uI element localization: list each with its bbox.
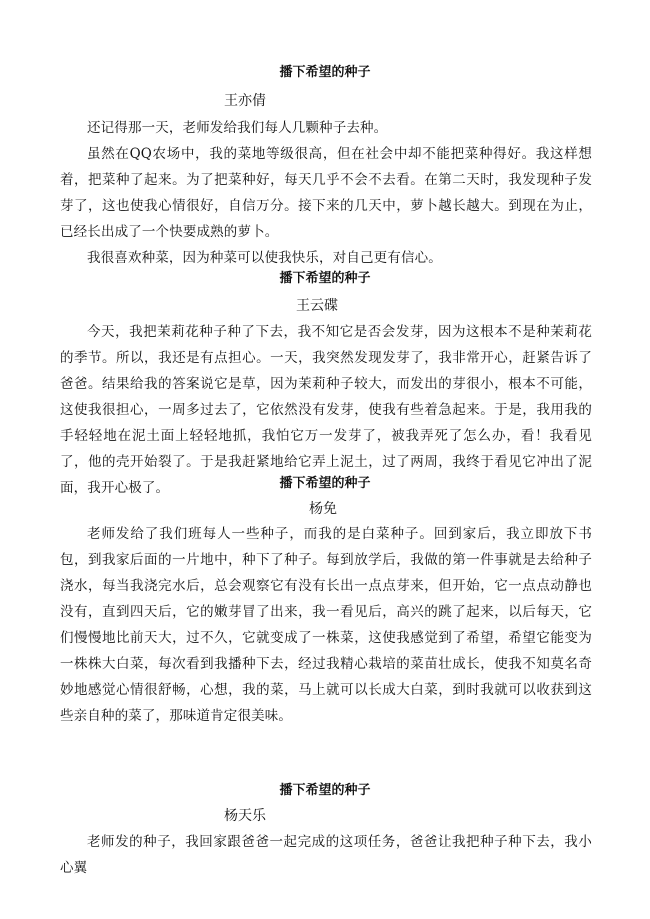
essay-author: 王云碟 (296, 298, 338, 314)
essay-paragraph: 虽然在QQ农场中，我的菜地等级很高，但在社会中却不能把菜种得好。我这样想着，把菜种了起来。为了把菜种好，每天几乎不会不去看。在第二天时，我发现种子发芽了，这也使我心情很好，自信万分。接下来的几天中，萝卜越长越大。到现在为止，已经长出成了一个快要成熟的萝卜。 (60, 146, 592, 240)
essay-paragraph: 还记得那一天，老师发给我们每人几颗种子去种。 (87, 120, 388, 136)
essay-paragraph: 我很喜欢种菜，因为种菜可以使我快乐，对自己更有信心。 (87, 250, 442, 266)
essay-title: 播下希望的种子 (279, 271, 371, 286)
essay-paragraph: 老师发给了我们班每人一些种子，而我的是白菜种子。回到家后，我立即放下书包，到我家后面的一片地中，种下了种子。每到放学后，我做的第一件事就是去给种子浇水，每当我浇完水后，总会观察它有没有长出一点点芽来，但开始，它一点点动静也没有，直到四天后，它的嫩芽冒了出来，我一看见后，高兴的跳了起来，以后每天，它们慢慢地比前天大，过不久，它就变成了一株菜，这使我感觉到了希望，希望它能变为一株株大白菜，每次看到我播种下去，经过我精心栽培的菜苗壮成长，使我不知莫名奇妙地感觉心情很舒畅，心想，我的菜，马上就可以长成大白菜，到时我就可以收获到这些亲自种的菜了，那味道肯定很美味。 (60, 526, 592, 724)
essay-title: 播下希望的种子 (279, 783, 371, 798)
essay-author: 杨天乐 (224, 808, 266, 824)
essay-author: 王亦倩 (224, 93, 266, 109)
essay-paragraph: 今天，我把茉莉花种子种了下去，我不知它是否会发芽，因为这根本不是种茉莉花的季节。所以，我还是有点担心。一天，我突然发现发芽了，我非常开心，赶紧告诉了爸爸。结果给我的答案说它是草，因为茉莉种子较大，而发出的芽很小，根本不可能，这使我很担心，一周多过去了，它依然没有发芽，使我有些着急起来。于是，我用我的手轻轻地在泥土面上轻轻地抓，我怕它万一发芽了，被我弄死了怎么办，看！我看见了，他的壳开始裂了。于是我赶紧地给它弄上泥土，过了两周，我终于看见它冲出了泥面，我开心极了。 (60, 324, 592, 496)
essay-title: 播下希望的种子 (279, 65, 371, 80)
essay-paragraph: 老师发的种子，我回家跟爸爸一起完成的这项任务，爸爸让我把种子种下去，我小心翼 (60, 834, 592, 876)
essay-author: 杨免 (309, 501, 337, 517)
essay-title: 播下希望的种子 (279, 476, 371, 491)
